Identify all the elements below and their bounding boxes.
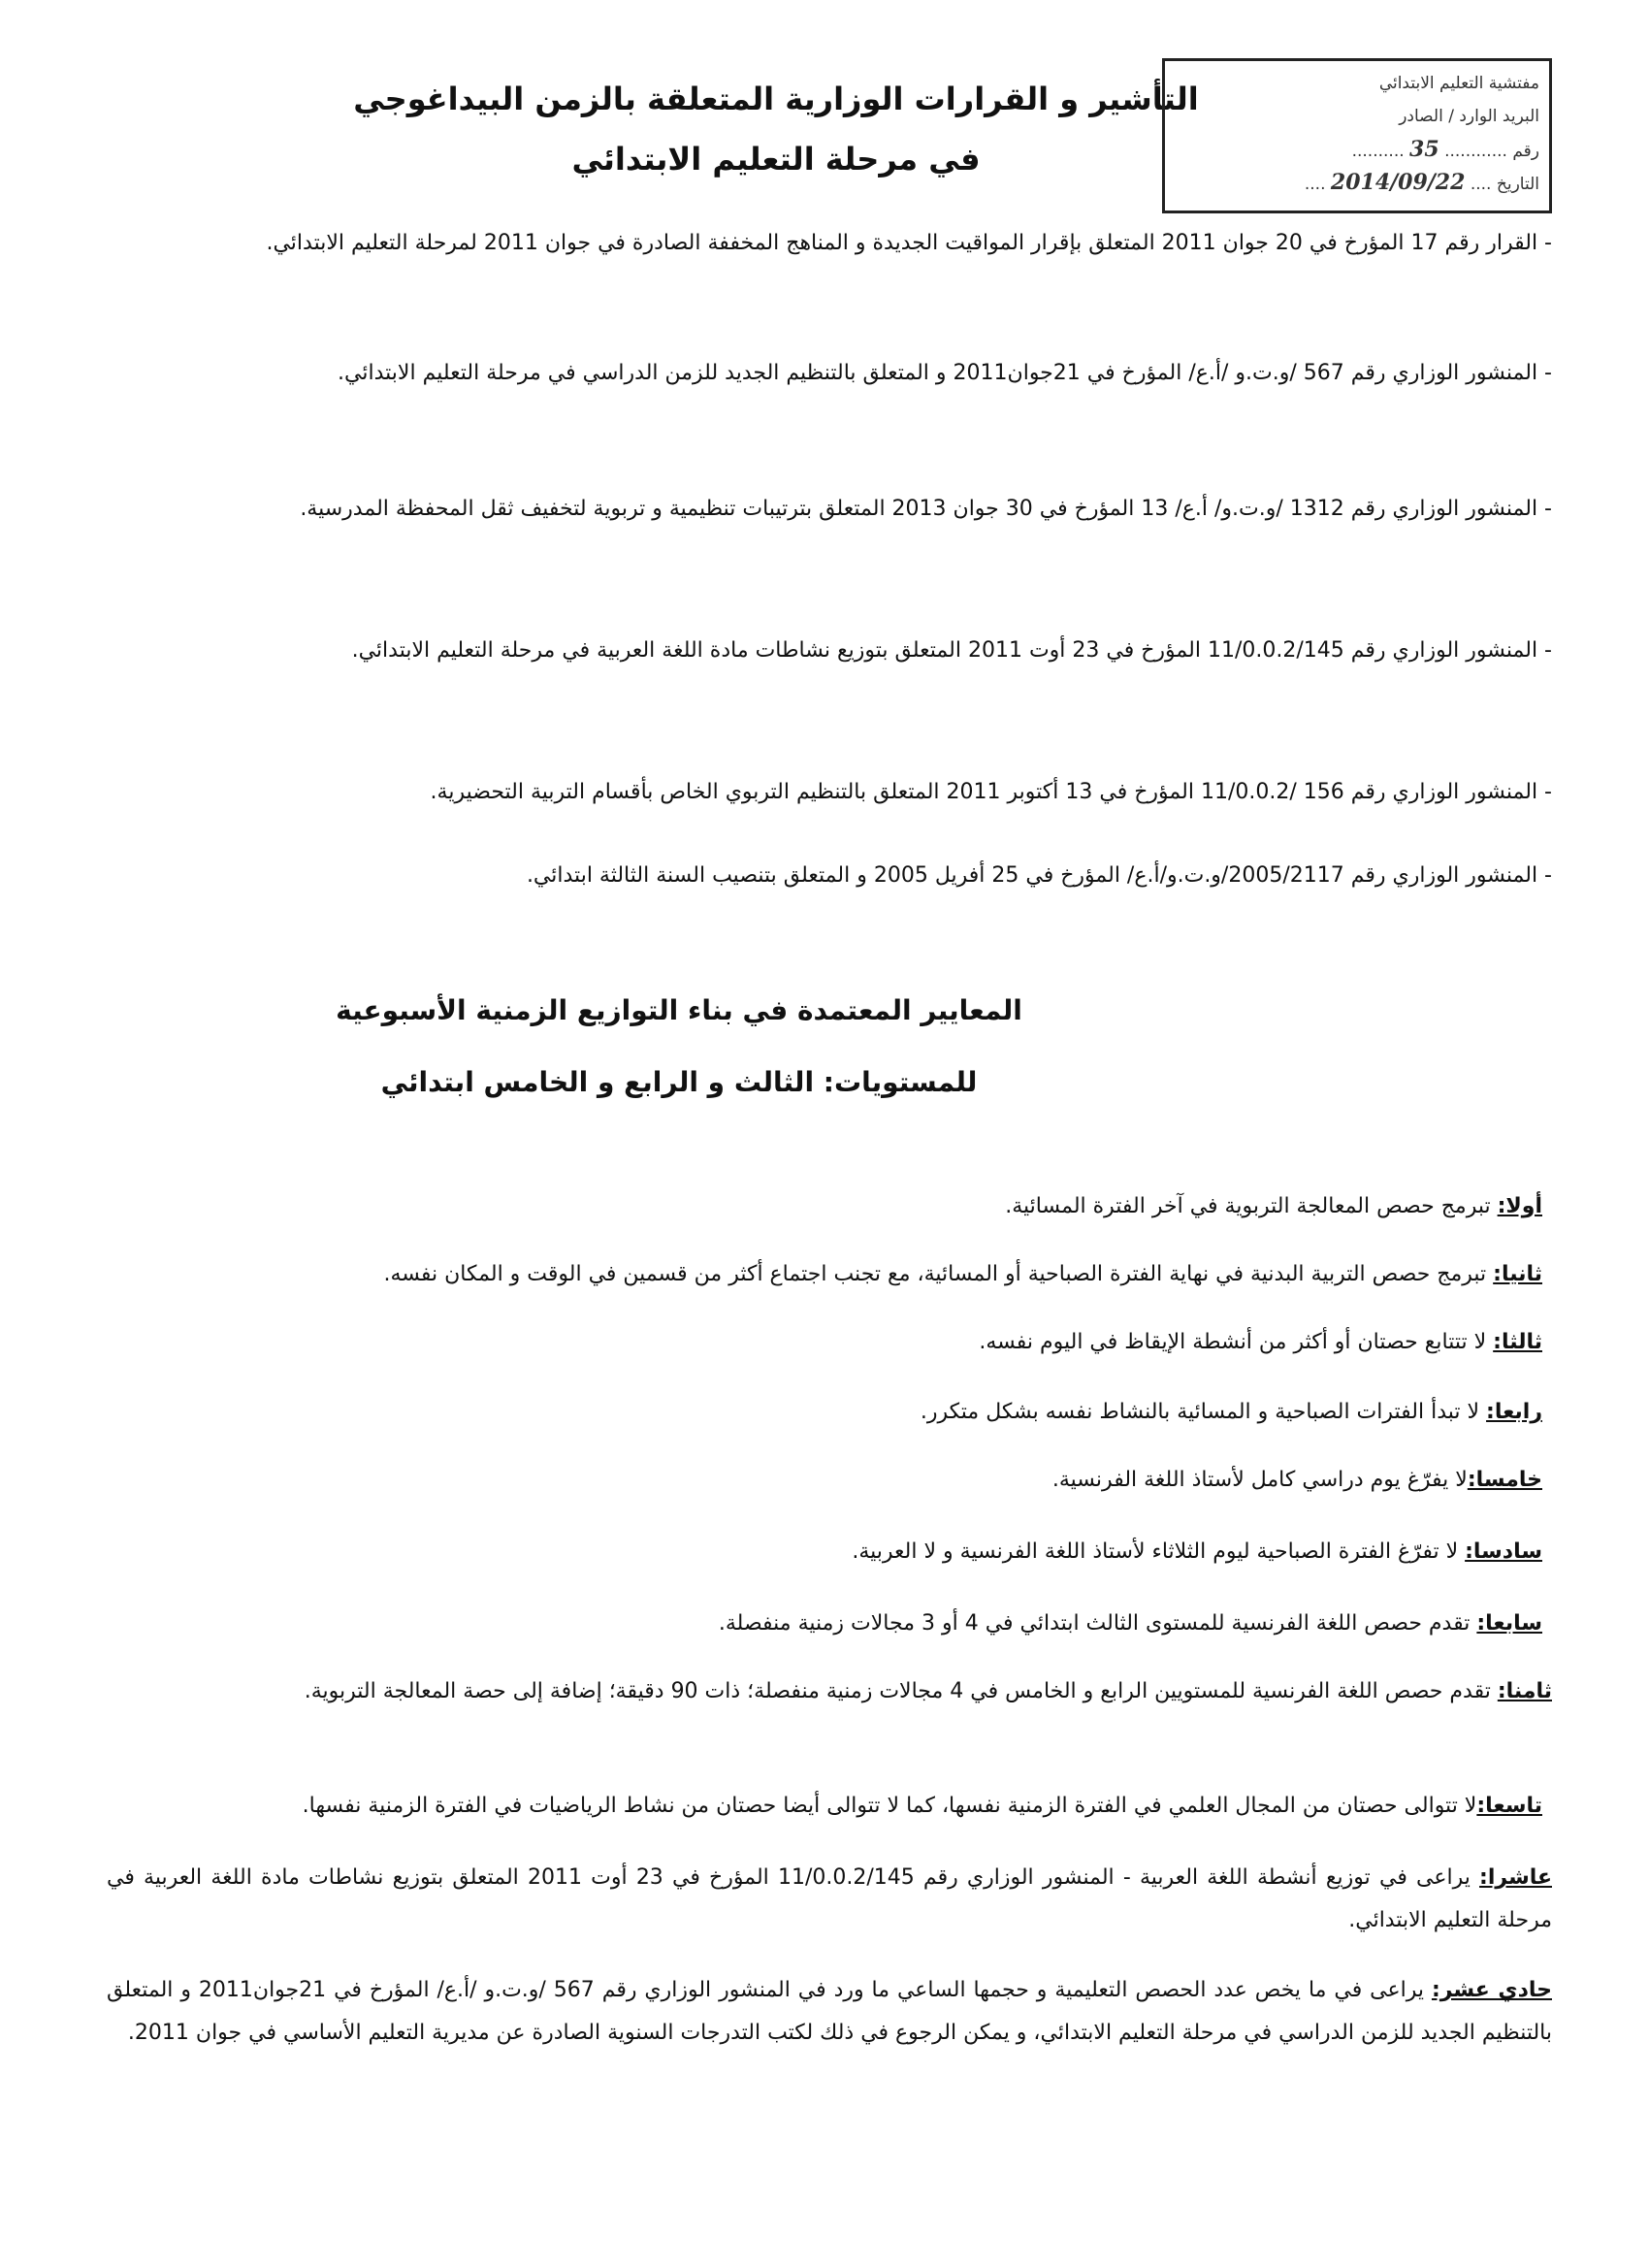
document-title-line2: في مرحلة التعليم الابتدائي [571, 141, 981, 178]
criterion-lead: عاشرا: [1479, 1865, 1552, 1890]
stamp-date-value: 2014/09/22 [1330, 170, 1466, 195]
reference-item: - المنشور الوزاري رقم 1312 /و.ت.و/ أ.ع/ 13 المؤرخ في 30 جوان 2013 المتعلق بترتيبات تنظيمية و تربوية لتخفيف ثقل المحفظة المدرسية. [300, 497, 1552, 521]
criterion-item [107, 1391, 1542, 1434]
criterion-lead: تاسعا: [1476, 1794, 1542, 1818]
stamp-date-label: التاريخ [1496, 175, 1539, 194]
criterion-text: تقدم حصص اللغة الفرنسية للمستويين الرابع و الخامس في 4 مجالات زمنية منفصلة؛ ذات 90 دقيقة؛ إضافة إلى حصة المعالجة التربوية. [304, 1679, 1498, 1703]
criterion-item [107, 1321, 1542, 1364]
stamp-date-row: التاريخ .... 2014/09/22 .... [1304, 170, 1539, 195]
criteria-heading-line1: المعايير المعتمدة في بناء التوازيع الزمنية الأسبوعية [336, 994, 1022, 1026]
criterion-lead: ثالثا: [1493, 1330, 1542, 1354]
criterion-text: يراعى في توزيع أنشطة اللغة العربية - المنشور الوزاري رقم 11/0.0.2/145 المؤرخ في 23 أوت 2011 المتعلق بتوزيع نشاطات مادة اللغة العربية في مرحلة التعليم الابتدائي. [107, 1865, 1552, 1932]
criterion-text: لا تبدأ الفترات الصباحية و المسائية بالنشاط نفسه بشكل متكرر. [920, 1400, 1487, 1424]
criterion-item [107, 1253, 1542, 1296]
criterion-lead: حادي عشر: [1431, 1978, 1552, 2002]
criterion-lead: ثامنا: [1497, 1679, 1552, 1703]
reference-item: - المنشور الوزاري رقم 567 /و.ت.و /أ.ع/ المؤرخ في 21جوان2011 و المتعلق بالتنظيم الجديد للزمن الدراسي في مرحلة التعليم الابتدائي. [338, 361, 1552, 385]
criterion-text: لا يفرّغ يوم دراسي كامل لأستاذ اللغة الفرنسية. [1051, 1468, 1468, 1492]
criterion-lead: ثانيا: [1493, 1262, 1542, 1286]
criterion-text: تقدم حصص اللغة الفرنسية للمستوى الثالث ابتدائي في 4 أو 3 مجالات زمنية منفصلة. [718, 1611, 1477, 1636]
criterion-text: تبرمج حصص التربية البدنية في نهاية الفترة الصباحية أو المسائية، مع تجنب اجتماع أكثر من قسمين في الوقت و المكان نفسه. [383, 1262, 1494, 1286]
criterion-lead: رابعا: [1486, 1400, 1542, 1424]
reference-item: - المنشور الوزاري رقم 11/0.0.2/145 المؤرخ في 23 أوت 2011 المتعلق بتوزيع نشاطات مادة اللغة العربية في مرحلة التعليم الابتدائي. [351, 638, 1552, 663]
stamp-number-row: رقم ............ 35 .......... [1351, 137, 1539, 162]
registration-stamp [1162, 58, 1552, 213]
criterion-item [107, 1603, 1542, 1645]
stamp-office: مفتشية التعليم الابتدائي [1378, 74, 1539, 93]
stamp-mail-register: البريد الوارد / الصادر [1399, 107, 1539, 126]
criterion-item [107, 1185, 1542, 1228]
criterion-lead: سابعا: [1476, 1611, 1542, 1636]
criterion-item [107, 1670, 1552, 1713]
criterion-text: لا تتوالى حصتان من المجال العلمي في الفترة الزمنية نفسها، كما لا تتوالى أيضا حصتان من نشاط الرياضيات في الفترة الزمنية نفسها. [302, 1794, 1477, 1818]
criterion-item [107, 1531, 1542, 1573]
criterion-lead: أولا: [1497, 1194, 1542, 1218]
criterion-item [107, 1857, 1552, 1942]
criterion-text: لا تفرّغ الفترة الصباحية ليوم الثلاثاء لأستاذ اللغة الفرنسية و لا العربية. [852, 1539, 1466, 1564]
reference-item: - القرار رقم 17 المؤرخ في 20 جوان 2011 المتعلق بإقرار المواقيت الجديدة و المناهج المخففة الصادرة في جوان 2011 لمرحلة التعليم الابتدائي. [266, 231, 1552, 255]
criterion-item [107, 1785, 1542, 1828]
criterion-lead: سادسا: [1465, 1539, 1542, 1564]
criterion-item [107, 1969, 1552, 2055]
criterion-text: يراعى في ما يخص عدد الحصص التعليمية و حجمها الساعي ما ورد في المنشور الوزاري رقم 567 /و.ت.و /أ.ع/ المؤرخ في 21جوان2011 و المتعلق بالتنظيم الجديد للزمن الدراسي في مرحلة التعليم الابتدائي، و يمكن الرجوع في ذلك لكتب التدرجات السنوية الصادرة عن مديرية التعليم الأساسي في جوان 2011. [107, 1978, 1552, 2045]
document-title-line1: التأشير و القرارات الوزارية المتعلقة بالزمن البيداغوجي [353, 81, 1199, 117]
stamp-number-value: 35 [1409, 137, 1439, 162]
criterion-lead: خامسا: [1467, 1468, 1542, 1492]
criterion-text: تبرمج حصص المعالجة التربوية في آخر الفترة المسائية. [1005, 1194, 1498, 1218]
stamp-number-label: رقم [1512, 142, 1539, 161]
criterion-item [107, 1459, 1542, 1502]
criteria-heading-line2: للمستويات: الثالث و الرابع و الخامس ابتدائي [380, 1066, 978, 1098]
reference-item: - المنشور الوزاري رقم 156 /11/0.0.2 المؤرخ في 13 أكتوبر 2011 المتعلق بالتنظيم التربوي الخاص بأقسام التربية التحضيرية. [430, 780, 1552, 804]
reference-item: - المنشور الوزاري رقم 2005/2117/و.ت.و/أ.ع/ المؤرخ في 25 أفريل 2005 و المتعلق بتنصيب السنة الثالثة ابتدائي. [526, 863, 1552, 888]
criterion-text: لا تتتابع حصتان أو أكثر من أنشطة الإيقاظ في اليوم نفسه. [979, 1330, 1494, 1354]
